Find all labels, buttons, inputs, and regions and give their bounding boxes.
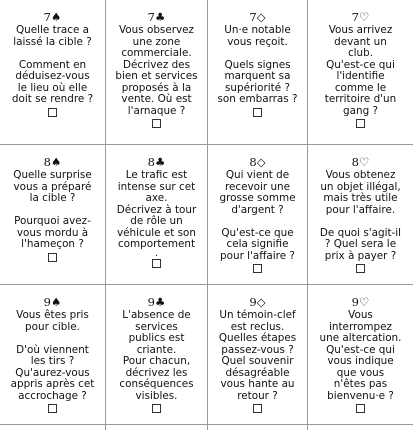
checkbox[interactable] [152,119,161,128]
checkbox[interactable] [253,108,262,117]
card-title: 8♡ [351,155,370,169]
checkbox[interactable] [48,404,57,413]
card-prompt: Vous arrivez devant un club. Qu'est-ce qui l'identifie comme le territoire d'un gang ? [324,24,397,117]
checkbox[interactable] [356,404,365,413]
next-row-strip [106,425,208,430]
checkbox[interactable] [253,264,262,273]
card-prompt: Vous observez une zone commerciale. Décrivez des bien et services proposés à la vente. Où est l'arnaque ? [115,24,198,117]
checkbox[interactable] [152,259,161,268]
card-8-spades [0,145,106,285]
card-7-spades [0,0,106,145]
card-title: 8♣ [147,155,166,169]
card-9-diamonds [208,285,308,425]
card-prompt: Quelle trace a laissé la cible ? Comment en déduisez-vous le lieu où elle doit se rendre ? [11,24,94,105]
card-9-clubs [106,285,208,425]
card-prompt: Quelle surprise vous a préparé la cible ? Pourquoi avez- vous mordu à l'hameçon ? [13,169,92,250]
card-prompt: Un témoin-clef est reclus. Quelles étapes passez-vous ? Quel souvenir désagréable vous hante au retour ? [218,309,297,402]
card-8-clubs [106,145,208,285]
card-7-diamonds [208,0,308,145]
checkbox[interactable] [356,264,365,273]
next-row-strip [0,425,106,430]
checkbox[interactable] [253,404,262,413]
card-title: 9◇ [249,295,266,309]
card-title: 8◇ [249,155,266,169]
dot-mark: . [154,247,159,259]
card-title: 7♣ [147,10,166,24]
card-prompt: Un·e notable vous reçoit. Quels signes marquent sa supériorité ? son embarras ? [217,24,298,105]
next-row-strip [208,425,308,430]
card-8-diamonds [208,145,308,285]
card-title: 7♠ [43,10,62,24]
card-title: 9♠ [43,295,62,309]
card-prompt: Le trafic est intense sur cet axe. Décrivez à tour de rôle un véhicule et son comportement [116,169,197,250]
checkbox[interactable] [152,404,161,413]
checkbox[interactable] [48,253,57,262]
card-prompt: L'absence de services publics est criante. Pour chacun, décrivez les conséquences visibles. [119,309,194,402]
card-prompt: Vous êtes pris pour cible. D'où viennent les tirs ? Qu'aurez-vous appris après cet accrochage ? [10,309,95,402]
card-prompt: Vous interrompez une altercation. Qu'est-ce qui vous indique que vous n'êtes pas bienvenu·e ? [319,309,402,402]
card-9-hearts [308,285,413,425]
card-8-hearts [308,145,413,285]
card-title: 9♡ [351,295,370,309]
card-prompt: Vous obtenez un objet illégal, mais très utile pour l'affaire. De quoi s'agit-il ? Quel sera le prix à payer ? [319,169,402,262]
card-title: 9♣ [147,295,166,309]
card-7-hearts [308,0,413,145]
card-title: 7♡ [351,10,370,24]
checkbox[interactable] [356,119,365,128]
card-title: 7◇ [249,10,266,24]
card-prompt: Qui vient de recevoir une grosse somme d'argent ? Qu'est-ce que cela signifie pour l'affaire ? [219,169,296,262]
card-title: 8♠ [43,155,62,169]
checkbox[interactable] [48,108,57,117]
card-7-clubs [106,0,208,145]
card-9-spades [0,285,106,425]
next-row-strip [308,425,413,430]
